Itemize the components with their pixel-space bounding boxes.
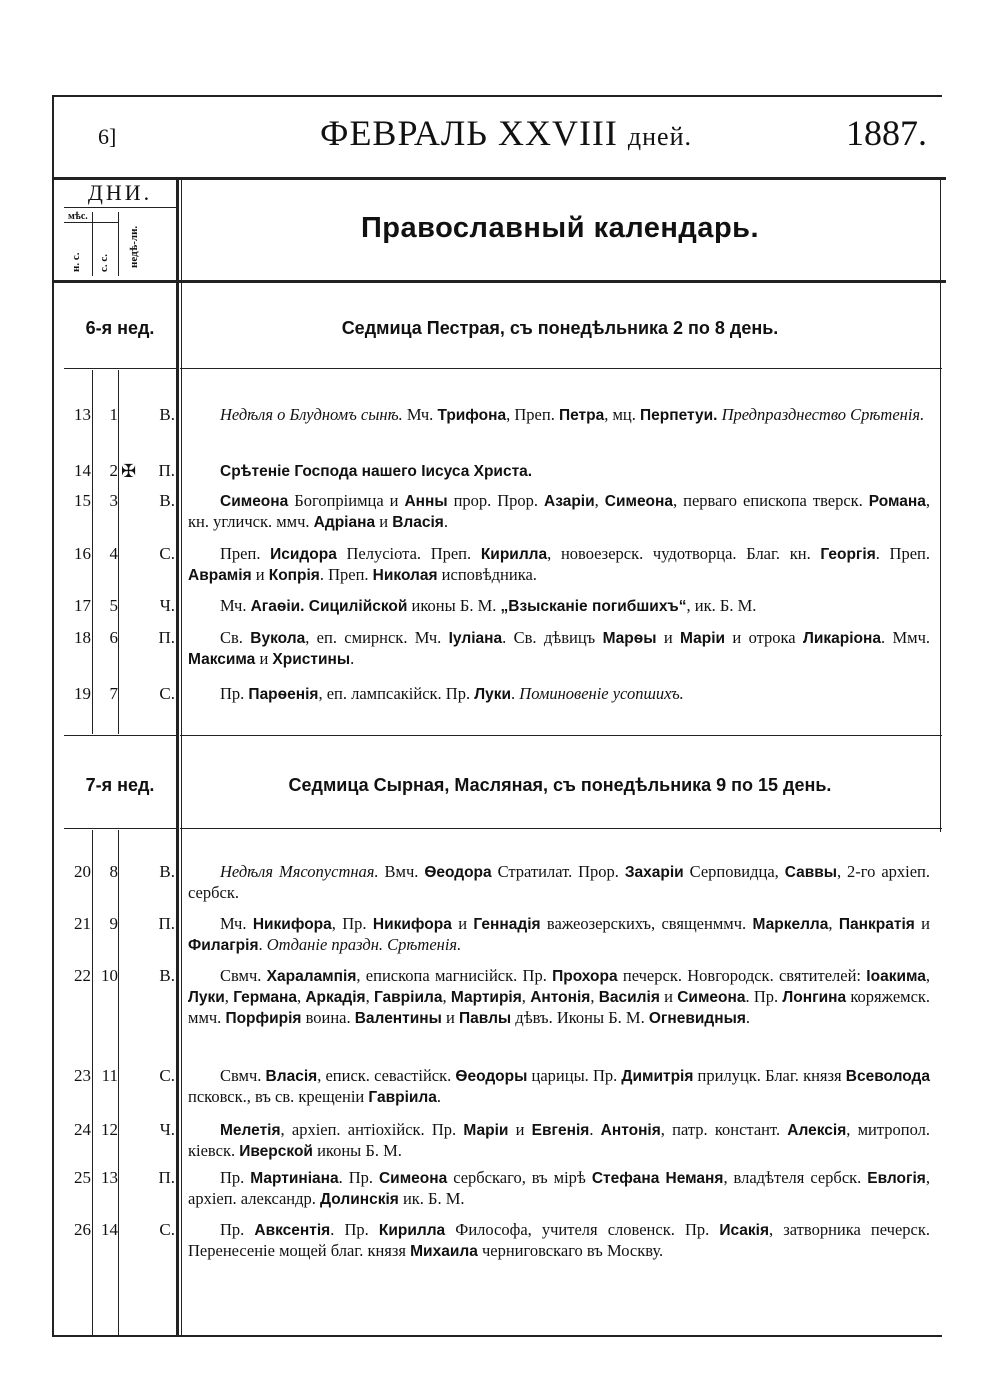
day-new-style: 22 [74, 966, 91, 985]
commemoration-text: Свмч. Харалампія, епископа магнисійск. Пр. Прохора печерск. Новгородск. святителей: Іоакима, Луки, Германа, Аркадія, Гавріила, Мартирія, Антонія, Василія и Симеона. Пр. Лонгина коряжемск. ммч. Порфирія воина. Валентины и Павлы дѣвъ. Иконы Б. М. Огневидныя. [188, 966, 931, 1027]
commemoration-text: Симеона Богопріимца и Анны прор. Прор. Азаріи, Симеона, перваго епископа тверск. Романа, кн. угличск. ммч. Адріана и Власія. [188, 491, 930, 531]
commemoration-text: Мч. Никифора, Пр. Никифора и Геннадія важеозерскихъ, священммч. Маркелла, Панкратія и Филагрія. Отданіе праздн. Срѣтенія. [188, 914, 931, 954]
col-ss-divider-w7 [118, 830, 119, 1335]
weekday: В. [159, 491, 175, 510]
day-new-style: 19 [74, 684, 91, 703]
commemoration-text: Св. Вукола, еп. смирнск. Мч. Іуліана. Св. дѣвицъ Марѳы и Маріи и отрока Ликаріона. Ммч. Максима и Христины. [188, 628, 930, 668]
old-style-label: с. с. [98, 253, 110, 272]
day-old-style: 3 [109, 491, 118, 510]
day-old-style: 1 [109, 405, 118, 424]
month-label: мѣс. [68, 211, 88, 222]
week7-bottom-rule [64, 828, 176, 829]
commemoration-text: Мелетія, архіеп. антіохійск. Пр. Маріи и Евгенія. Антонія, патр. констант. Алексія, митропол. кіевск. Иверской иконы Б. М. [188, 1120, 930, 1160]
new-style-label: н. с. [70, 252, 82, 272]
commemoration-text: Недѣля о Блудномъ сынѣ. Мч. Трифона, Преп. Петра, мц. Перпетуи. Предпразднество Срѣтенія. [220, 405, 925, 424]
commemoration-text: Срѣтеніе Господа нашего Іисуса Христа. [220, 463, 533, 480]
day-new-style: 13 [74, 405, 91, 424]
col-ss-divider-w6 [118, 370, 119, 734]
week6-bottom-rule [180, 368, 942, 369]
weekday-label: недѣ-ли. [128, 225, 140, 268]
column-divider-main [176, 180, 179, 1335]
week-title: Седмица Сырная, Масляная, съ понедѣльника 9 по 15 день. [288, 775, 832, 795]
table-header-rule [54, 280, 946, 283]
day-new-style: 24 [74, 1120, 91, 1139]
day-old-style: 4 [109, 544, 118, 563]
right-border [940, 180, 941, 832]
commemoration-text: Пр. Авксентія. Пр. Кирилла Философа, учителя словенск. Пр. Исакія, затворника печерск. Перенесеніе мощей благ. князя Михаила черниговскаго въ Москву. [188, 1220, 931, 1260]
title-suffix: дней. [627, 122, 693, 151]
commemoration-text: Недѣля Мясопустная. Вмч. Ѳеодора Стратилат. Прор. Захаріи Серповидца, Саввы, 2-го архіеп. сербск. [188, 862, 931, 902]
day-new-style: 14 [74, 461, 91, 480]
weekday: С. [159, 1220, 175, 1239]
feast-cross-icon: ✠ [121, 461, 137, 481]
day-old-style: 12 [101, 1120, 118, 1139]
col-ns-divider-w6 [92, 370, 93, 734]
day-old-style: 5 [109, 596, 118, 615]
day-new-style: 26 [74, 1220, 91, 1239]
day-new-style: 17 [74, 596, 91, 615]
day-new-style: 16 [74, 544, 91, 563]
weekday: С. [159, 684, 175, 703]
weekday: Ч. [159, 596, 175, 615]
day-old-style: 11 [101, 1066, 118, 1085]
day-old-style: 13 [101, 1168, 118, 1187]
weekday: П. [158, 628, 175, 647]
day-old-style: 14 [101, 1220, 118, 1239]
day-old-style: 9 [109, 914, 118, 933]
weekday: П. [158, 1168, 175, 1187]
day-new-style: 23 [74, 1066, 91, 1085]
day-new-style: 25 [74, 1168, 91, 1187]
week-label: 7-я нед. [85, 775, 155, 795]
weekday: П. [158, 461, 175, 480]
weekday: С. [159, 544, 175, 563]
day-old-style: 10 [101, 966, 118, 985]
weekday: В. [159, 966, 175, 985]
weekday: Ч. [159, 1120, 175, 1139]
week7-top-rule-right [180, 735, 942, 736]
weekday: В. [159, 405, 175, 424]
commemoration-text: Свмч. Власія, еписк. севастійск. Ѳеодоры царицы. Пр. Димитрія прилуцк. Благ. князя Всеволода псковск., въ св. крещеніи Гавріила. [188, 1066, 930, 1106]
day-new-style: 18 [74, 628, 91, 647]
bottom-rule [52, 1335, 942, 1337]
weekday: С. [159, 1066, 175, 1085]
week-title: Седмица Пестрая, съ понедѣльника 2 по 8 день. [341, 318, 779, 338]
day-old-style: 6 [109, 628, 118, 647]
column-divider-main-2 [181, 180, 182, 1335]
day-old-style: 7 [109, 684, 118, 703]
page-number: 6] [98, 124, 117, 149]
page-title [320, 112, 692, 154]
title-main: ФЕВРАЛЬ XXVIII [320, 113, 618, 153]
header-rule [54, 177, 946, 180]
top-rule [52, 95, 942, 97]
day-new-style: 20 [74, 862, 91, 881]
weekday: В. [159, 862, 175, 881]
calendar-title: Православный календарь. [360, 212, 760, 244]
days-underline [64, 207, 176, 208]
weekday: П. [158, 914, 175, 933]
day-new-style: 15 [74, 491, 91, 510]
col-ss-divider [118, 212, 119, 276]
commemoration-text: Пр. Парѳенія, еп. лампсакійск. Пр. Луки. Поминовеніе усопшихъ. [220, 684, 684, 703]
week-label: 6-я нед. [85, 318, 155, 338]
col-ns-divider-w7 [92, 830, 93, 1335]
day-old-style: 8 [109, 862, 118, 881]
days-label: ДНИ. [87, 180, 153, 205]
week7-bottom-rule-right [180, 828, 942, 829]
day-new-style: 21 [74, 914, 91, 933]
commemoration-text: Пр. Мартиніана. Пр. Симеона сербскаго, въ мірѣ Стефана Неманя, владѣтеля сербск. Евлогія, архіеп. александр. Долинскія ик. Б. М. [188, 1168, 930, 1208]
week7-top-rule [64, 735, 176, 736]
day-old-style: 2 [109, 461, 118, 480]
commemoration-text: Преп. Исидора Пелусіота. Преп. Кирилла, новоезерск. чудотворца. Благ. кн. Георгія. Преп. Аврамія и Копрія. Преп. Николая исповѣдника. [188, 544, 930, 584]
week6-left-rule [64, 368, 176, 369]
page-year: 1887. [846, 113, 927, 153]
month-underline [64, 222, 118, 223]
commemoration-text: Мч. Агаѳіи. Сицилійской иконы Б. М. „Взысканіе погибшихъ“, ик. Б. М. [220, 596, 757, 615]
